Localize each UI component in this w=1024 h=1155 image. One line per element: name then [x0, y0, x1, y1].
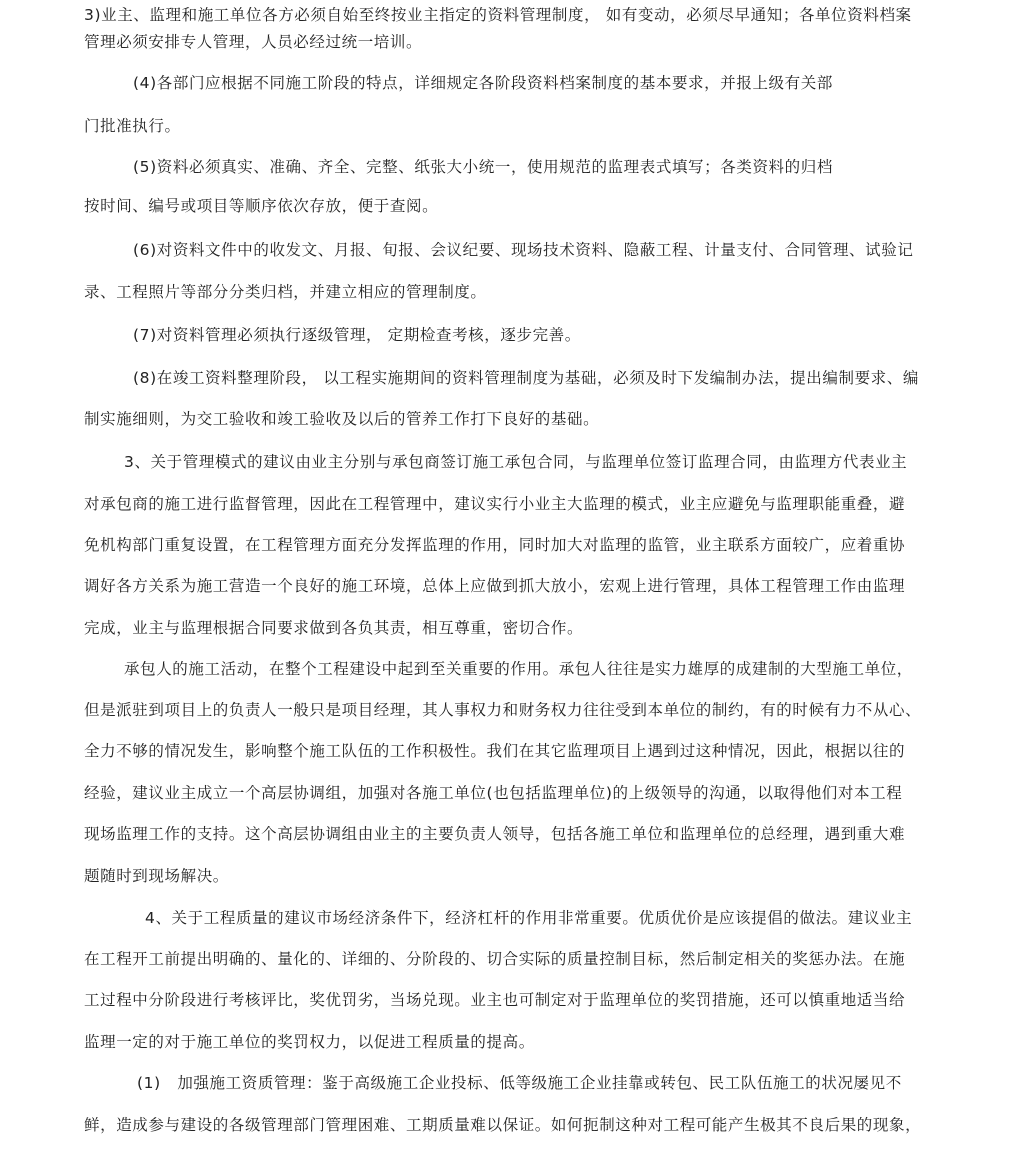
- text-line: 全力不够的情况发生，影响整个施工队伍的工作积极性。我们在其它监理项目上遇到过这种情况，因此，根据以往的: [84, 742, 906, 760]
- text-line: 题随时到现场解决。: [84, 867, 229, 885]
- text-line: 经验，建议业主成立一个高层协调组，加强对各施工单位(也包括监理单位)的上级领导的沟通，以取得他们对本工程: [84, 784, 903, 802]
- text-line: 3)业主、监理和施工单位各方必须自始至终按业主指定的资料管理制度， 如有变动，必须尽早通知；各单位资料档案: [84, 6, 912, 24]
- text-line: 3、关于管理模式的建议由业主分别与承包商签订施工承包合同，与监理单位签订监理合同，由监理方代表业主: [124, 453, 908, 471]
- text-line: 免机构部门重复设置，在工程管理方面充分发挥监理的作用，同时加大对监理的监管，业主联系方面较广，应着重协: [84, 536, 906, 554]
- text-line: (4)各部门应根据不同施工阶段的特点，详细规定各阶段资料档案制度的基本要求，并报上级有关部: [133, 74, 833, 92]
- text-line: 但是派驻到项目上的负责人一般只是项目经理，其人事权力和财务权力往往受到本单位的制约，有的时候有力不从心、: [84, 701, 922, 719]
- text-line: 完成，业主与监理根据合同要求做到各负其责，相互尊重，密切合作。: [84, 619, 584, 637]
- text-line: 按时间、编号或项目等顺序依次存放，便于查阅。: [84, 197, 439, 215]
- text-line: (5)资料必须真实、准确、齐全、完整、纸张大小统一，使用规范的监理表式填写；各类资料的归档: [133, 158, 833, 176]
- text-line: 调好各方关系为施工营造一个良好的施工环境，总体上应做到抓大放小，宏观上进行管理，具体工程管理工作由监理: [84, 577, 906, 595]
- text-line: (8)在竣工资料整理阶段， 以工程实施期间的资料管理制度为基础，必须及时下发编制办法，提出编制要求、编: [133, 369, 919, 387]
- text-line: (1) 加强施工资质管理：鉴于高级施工企业投标、低等级施工企业挂靠或转包、民工队伍施工的状况屡见不: [137, 1074, 902, 1092]
- text-line: (7)对资料管理必须执行逐级管理， 定期检查考核，逐步完善。: [133, 326, 581, 344]
- text-line: 在工程开工前提出明确的、量化的、详细的、分阶段的、切合实际的质量控制目标，然后制定相关的奖惩办法。在施: [84, 950, 906, 968]
- text-line: 管理必须安排专人管理，人员必经过统一培训。: [84, 33, 423, 51]
- text-line: (6)对资料文件中的收发文、月报、旬报、会议纪要、现场技术资料、隐蔽工程、计量支付、合同管理、试验记: [133, 241, 914, 259]
- text-line: 门批准执行。: [84, 117, 181, 135]
- text-line: 工过程中分阶段进行考核评比，奖优罚劣，当场兑现。业主也可制定对于监理单位的奖罚措施，还可以慎重地适当给: [84, 991, 906, 1009]
- text-line: 4、关于工程质量的建议市场经济条件下，经济杠杆的作用非常重要。优质优价是应该提倡的做法。建议业主: [145, 909, 913, 927]
- text-line: 鲜，造成参与建设的各级管理部门管理困难、工期质量难以保证。如何扼制这种对工程可能产生极其不良后果的现象，: [84, 1116, 922, 1134]
- text-line: 承包人的施工活动，在整个工程建设中起到至关重要的作用。承包人往往是实力雄厚的成建制的大型施工单位，: [124, 660, 913, 678]
- text-line: 对承包商的施工进行监督管理，因此在工程管理中，建议实行小业主大监理的模式，业主应避免与监理职能重叠，避: [84, 495, 906, 513]
- text-line: 制实施细则，为交工验收和竣工验收及以后的管养工作打下良好的基础。: [84, 410, 600, 428]
- text-line: 录、工程照片等部分分类归档，并建立相应的管理制度。: [84, 283, 487, 301]
- text-line: 监理一定的对于施工单位的奖罚权力，以促进工程质量的提高。: [84, 1033, 535, 1051]
- text-line: 现场监理工作的支持。这个高层协调组由业主的主要负责人领导，包括各施工单位和监理单位的总经理，遇到重大难: [84, 825, 906, 843]
